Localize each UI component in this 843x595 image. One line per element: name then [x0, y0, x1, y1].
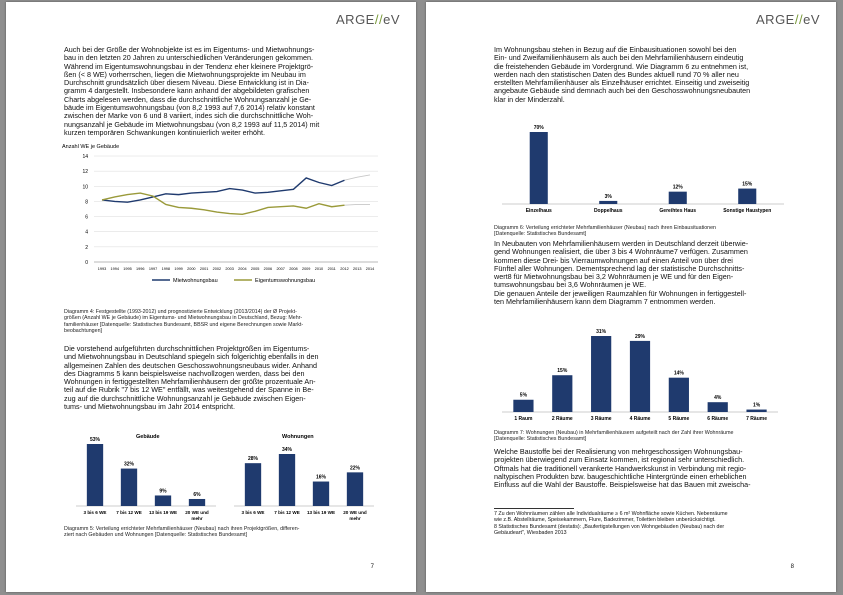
text-line: Ein- und Zweifamilienhäusern als auch bei den Mehrfamilienhäusern eindeutig [494, 53, 744, 63]
x-tick-label: 2006 [263, 267, 273, 271]
x-tick-label: 2009 [301, 267, 311, 271]
data-label: 34% [281, 447, 293, 453]
text-line: zwischen der Marke von 6 und 8 variiert, indes sich die durchschnittliche Woh- [64, 111, 314, 121]
bar [552, 375, 572, 412]
y-tick-label: 2 [85, 244, 88, 251]
x-tick-label: 2014 [365, 267, 375, 271]
text-line: des Diagramms 5 kann beispielsweise nachvollzogen werden, dass bei den [64, 368, 305, 378]
page-number: 8 [790, 564, 794, 570]
x-tick-label: 4 Räume [629, 416, 651, 422]
text-line: Fünftel aller Wohnungen. Dementsprechend lag der statistische Durchschnitts- [494, 263, 745, 273]
text-line: klar in der Minderzahl. [494, 94, 565, 104]
text-line: teil auf die Rubrik "7 bis 12 WE" entfällt, was weitestgehend der Spanne in Be- [64, 385, 314, 395]
x-tick-label: 2011 [327, 267, 336, 271]
text-line: projekten überwiegend zum Einsatz kommen, ist regional sehr unterschiedlich. [494, 455, 745, 465]
bar [87, 444, 103, 506]
footnote-line: Gebäudeart", Wiesbaden 2013 [494, 530, 567, 537]
bar-chart-diagramm-5-wohnungen [224, 428, 384, 528]
x-tick-label: 1993 [97, 267, 107, 271]
bar [630, 341, 650, 412]
y-tick-label: 6 [85, 214, 88, 221]
text-line: allgemeinen Zahlen des deutschen Geschosswohnungsneubaus wider. Anhand [64, 360, 317, 370]
x-tick-label: Gereihtes Haus [659, 208, 697, 214]
bar-chart-diagramm-7 [500, 324, 780, 424]
caption-line: größen (Anzahl WE je Gebäude) im Eigentums- und Mietwohnungsbau in Deutschland, Bezug: Mehr- [64, 315, 303, 322]
text-line: In Neubauten von Mehrfamilienhäusern werden in Deutschland derzeit überwie- [494, 239, 749, 248]
text-line: Charts abgelesen werden, dass die durchschnittliche Wohnungsanzahl je Ge- [64, 94, 312, 104]
x-tick-label: 2001 [199, 267, 209, 271]
forecast-line [344, 204, 370, 205]
footnote-line: wie z.B. Abstellräume, Speisekammern, Flure, Badezimmer, Toiletten bleiben unberücksichtigt. [494, 517, 716, 524]
data-label: 4% [714, 395, 722, 402]
text-line: tums- und Mietwohnungsbau im Jahr 2014 entspricht. [64, 402, 235, 412]
x-tick-label: 1997 [148, 267, 158, 271]
text-line: kurzen temporären Schwankungen kontinuierlich weiter erhöht. [64, 127, 265, 137]
caption-line: Diagramm 5: Verteilung errichteter Mehrfamilienhäuser (Neubau) nach ihren Projektgrößen, differen- [64, 526, 300, 532]
text-line: Welche Baustoffe bei der Realisierung von mehrgeschossigen Wohnungsbau- [494, 447, 743, 456]
data-label: 28% [247, 456, 259, 463]
line-chart-diagramm-4 [60, 140, 390, 290]
x-tick-label: 1 Raum [514, 416, 533, 422]
legend-label: Eigentumswohnungsbau [255, 278, 316, 284]
caption-line: familienhäuser [Datenquelle: Statistisches Bundesamt, BBSR und eigene Berechnungen sowie Markt- [64, 321, 304, 328]
x-tick-label: 7 bis 12 WE [116, 510, 142, 515]
x-tick-label: Doppelhaus [593, 208, 623, 214]
data-label: 6% [193, 491, 201, 498]
x-tick-label: 5 Räume [668, 416, 690, 422]
x-tick-label: 1999 [174, 267, 183, 271]
x-tick-label: 2000 [187, 267, 196, 271]
data-label: 5% [519, 392, 528, 399]
text-line: und Mietwohnungsbau in Deutschland spiegeln sich folgerichtig ebenfalls in den [64, 352, 319, 362]
bar [245, 463, 261, 506]
bar [530, 132, 548, 204]
x-tick-label: 1995 [123, 267, 132, 271]
bar [347, 472, 363, 506]
bar [155, 495, 171, 506]
footnotes [494, 511, 799, 537]
text-line: Wohnungen in fertiggestellten Mehrfamilienhäusern der größte prozentuale An- [64, 377, 316, 387]
x-tick-label: 2003 [225, 267, 234, 271]
bar [746, 410, 766, 412]
x-tick-label: 1998 [161, 267, 171, 271]
data-label: 3% [604, 193, 612, 200]
page-number: 7 [370, 564, 374, 570]
text-line: Die genauen Anteile der jeweiligen Raumzahlen für Wohnungen in fertiggestell- [494, 288, 747, 298]
y-tick-label: 14 [82, 154, 88, 160]
text-line: angebaute Gebäude sind demnach auch bei den Geschosswohnungsneubauten [494, 86, 751, 96]
caption-line: Diagramm 7: Wohnungen (Neubau) in Mehrfamilienhäusern aufgeteilt nach der Zahl ihrer Wohnräume [494, 430, 734, 436]
text-line: ten Mehrfamilienhäusern kann dem Diagramm 7 entnommen werden. [494, 297, 716, 307]
x-tick-label: 2013 [353, 267, 362, 271]
x-tick-label: 3 Räume [590, 416, 612, 422]
bar [669, 192, 687, 204]
x-tick-label: Sonstige Haustypen [723, 208, 772, 214]
y-axis-label: Anzahl WE je Gebäude [62, 144, 120, 150]
data-label: 14% [673, 370, 684, 377]
y-tick-label: 8 [85, 199, 88, 206]
bar [599, 201, 617, 204]
x-tick-label: 2 Räume [551, 416, 573, 422]
x-tick-label: 3 bis 6 WE [241, 510, 265, 515]
text-line: zug auf die durchschnittliche Wohnungsanzahl je Gebäude zwischen Eigen- [64, 393, 306, 403]
text-line: bäude im Eigentumswohnungsbau (von 8,2 1993 auf 7,6 2014) relativ konstant [64, 103, 315, 113]
x-tick-label: 3 bis 6 WE [83, 510, 107, 515]
bar-chart-diagramm-6 [498, 118, 788, 218]
data-label: 16% [315, 474, 327, 481]
data-label: 9% [159, 488, 167, 495]
caption-line: Diagramm 4: Festgestellte (1993-2012) und prognostizierte Entwicklung (2013/2014) der Ø Projekt- [64, 309, 297, 315]
text-line: Im Wohnungsbau stehen in Bezug auf die Einbausituationen sowohl bei den [494, 45, 737, 54]
caption-diagramm-4 [64, 309, 364, 335]
data-label: 12% [672, 184, 683, 191]
x-tick-label: 7 Räume [746, 416, 767, 422]
bar [591, 336, 611, 412]
paragraph-project-distribution [64, 345, 364, 411]
data-label: 29% [634, 333, 646, 340]
caption-diagramm-6 [494, 225, 794, 238]
bar [189, 499, 205, 506]
bar-chart-diagramm-5-gebaeude [66, 428, 226, 528]
arge-logo: ARGE//eV [336, 12, 400, 27]
x-tick-label: 1996 [136, 267, 145, 271]
y-tick-label: 4 [85, 229, 88, 236]
paragraph-room-count [494, 240, 794, 306]
data-label: 31% [596, 329, 607, 335]
x-tick-label: 20 WE und [185, 510, 209, 515]
text-line: nungsanzahl je Gebäude im Mietwohnungsbau (von 8,2 1993 auf 11,5 2014) mit [64, 119, 320, 129]
bar [669, 378, 689, 412]
text-line: Auch bei der Größe der Wohnobjekte ist es im Eigentums- und Mietwohnungs- [64, 45, 315, 54]
data-label: 70% [533, 125, 544, 131]
x-tick-label: 2004 [238, 267, 247, 271]
text-line: bau in den letzten 20 Jahren zu unterschiedlichen Veränderungen gekommen. [64, 53, 313, 63]
arge-logo: ARGE//eV [756, 12, 820, 27]
x-tick-label: 2010 [314, 267, 324, 271]
x-tick-label: 2007 [276, 267, 285, 271]
x-tick-label: 2005 [250, 267, 260, 271]
y-tick-label: 12 [82, 169, 88, 176]
text-line: wert8 für Mietwohnungsbau bei 3,2 Wohnräumen je WE und für den Eigen- [494, 272, 734, 282]
data-label: 22% [349, 465, 361, 472]
y-tick-label: 0 [85, 260, 88, 266]
series-line-mietwohnungsbau [102, 178, 344, 202]
text-line: Die vorstehend aufgeführten durchschnittlichen Projektgrößen im Eigentums- [64, 344, 310, 353]
text-line: erstellten Mehrfamilienhäuser als Einzelhäuser errichtet. Einseitig und zweiseitig [494, 78, 750, 88]
data-label: 15% [742, 181, 753, 188]
bar [121, 469, 137, 506]
y-tick-label: 10 [82, 184, 88, 191]
text-line: gend Wohnungen realisiert, die über 3 bis 4 Wohnräume7 verfügen. Zusammen [494, 247, 748, 257]
x-tick-label: 6 Räume [707, 416, 729, 422]
paragraph-installation-situation [494, 46, 794, 104]
x-tick-label: 20 WE und [343, 510, 367, 515]
data-label: 53% [89, 437, 101, 443]
text-line: Oftmals hat die traditionell verankerte Handwerkskunst in Verbindung mit regio- [494, 463, 747, 473]
series-line-eigentumswohnungsbau [102, 193, 344, 214]
text-line: tumswohnungsbau bei 3,6 Wohnräumen je WE. [494, 280, 647, 290]
text-line: die freistehenden Gebäude im Vordergrund. Wie Diagramm 6 zu entnehmen ist, [494, 61, 749, 71]
bar [513, 400, 533, 412]
text-line: werden nach den statistischen Daten des Bundes aktuell rund 70 % aller neu [494, 69, 739, 79]
text-line: Einfluss auf die Wahl der Baustoffe. Beispielsweise hat das Bauen mit zweischa- [494, 480, 751, 490]
text-line: Durchschnitt grundsätzlich über diesem Niveau. Diese Entwicklung ist in Dia- [64, 78, 309, 88]
text-line: Während im Eigentumswohnungsbau in der Tendenz eher kleinere Projektgrö- [64, 61, 314, 71]
x-tick-label: 2012 [340, 267, 349, 271]
caption-line: [Datenquelle: Statistisches Bundesamt] [494, 436, 587, 443]
text-line: ßen (< 8 WE) vorherrschen, liegen die Mietwohnungsprojekte im Neubau im [64, 69, 306, 79]
paragraph-project-size [64, 46, 364, 137]
x-tick-label: Einzelhaus [525, 208, 552, 214]
text-line: kommen diese Drei- bis Vierraumwohnungen auf einen Anteil von über drei [494, 255, 733, 265]
legend-label: Mietwohnungsbau [173, 278, 218, 284]
x-tick-label: 13 bis 19 WE [306, 510, 336, 515]
caption-line: [Datenquelle: Statistisches Bundesamt] [494, 231, 587, 238]
x-tick-label: mehr [191, 516, 203, 521]
bar [738, 189, 756, 204]
chart-title: Gebäude [136, 434, 160, 440]
bar [313, 482, 329, 506]
footnote-line: 8 Statistisches Bundesamt (destatis): „Baufertigstellungen von Wohngebäuden (Neubau) nach der [494, 523, 725, 530]
caption-diagramm-7 [494, 430, 794, 443]
caption-line: beobachtungen] [64, 328, 102, 335]
bar [708, 402, 728, 412]
footnote-line: 7 Zu den Wohnräumen zählen alle Individualräume ≥ 6 m² Wohnfläche sowie Küchen. Nebenräume [494, 511, 728, 517]
caption-line: ziert nach Gebäuden und Wohnungen [Datenquelle: Statistisches Bundesamt] [64, 532, 248, 539]
x-tick-label: 13 bis 19 WE [148, 510, 178, 515]
x-tick-label: 2008 [289, 267, 298, 271]
x-tick-label: 7 bis 12 WE [274, 510, 300, 515]
chart-title: Wohnungen [282, 434, 314, 440]
data-label: 1% [752, 402, 761, 409]
page-8 [426, 2, 836, 592]
forecast-line [344, 175, 370, 180]
x-tick-label: 2002 [212, 267, 222, 271]
x-tick-label: mehr [349, 516, 361, 521]
paragraph-building-materials [494, 448, 794, 489]
caption-diagramm-5 [64, 526, 364, 539]
x-tick-label: 1994 [110, 267, 119, 271]
bar [279, 454, 295, 506]
page-7 [6, 2, 416, 592]
text-line: naltypischen Produkten bzw. baugeschichtliche Hintergründe einen erheblichen [494, 471, 747, 481]
data-label: 32% [123, 461, 135, 468]
caption-line: Diagramm 6: Verteilung errichteter Mehrfamilienhäuser (Neubau) nach ihren Einbausituationen [494, 225, 716, 231]
data-label: 15% [557, 368, 568, 375]
text-line: gramm 4 dargestellt. Insbesondere kann anhand der abgebildeten grafischen [64, 86, 310, 96]
